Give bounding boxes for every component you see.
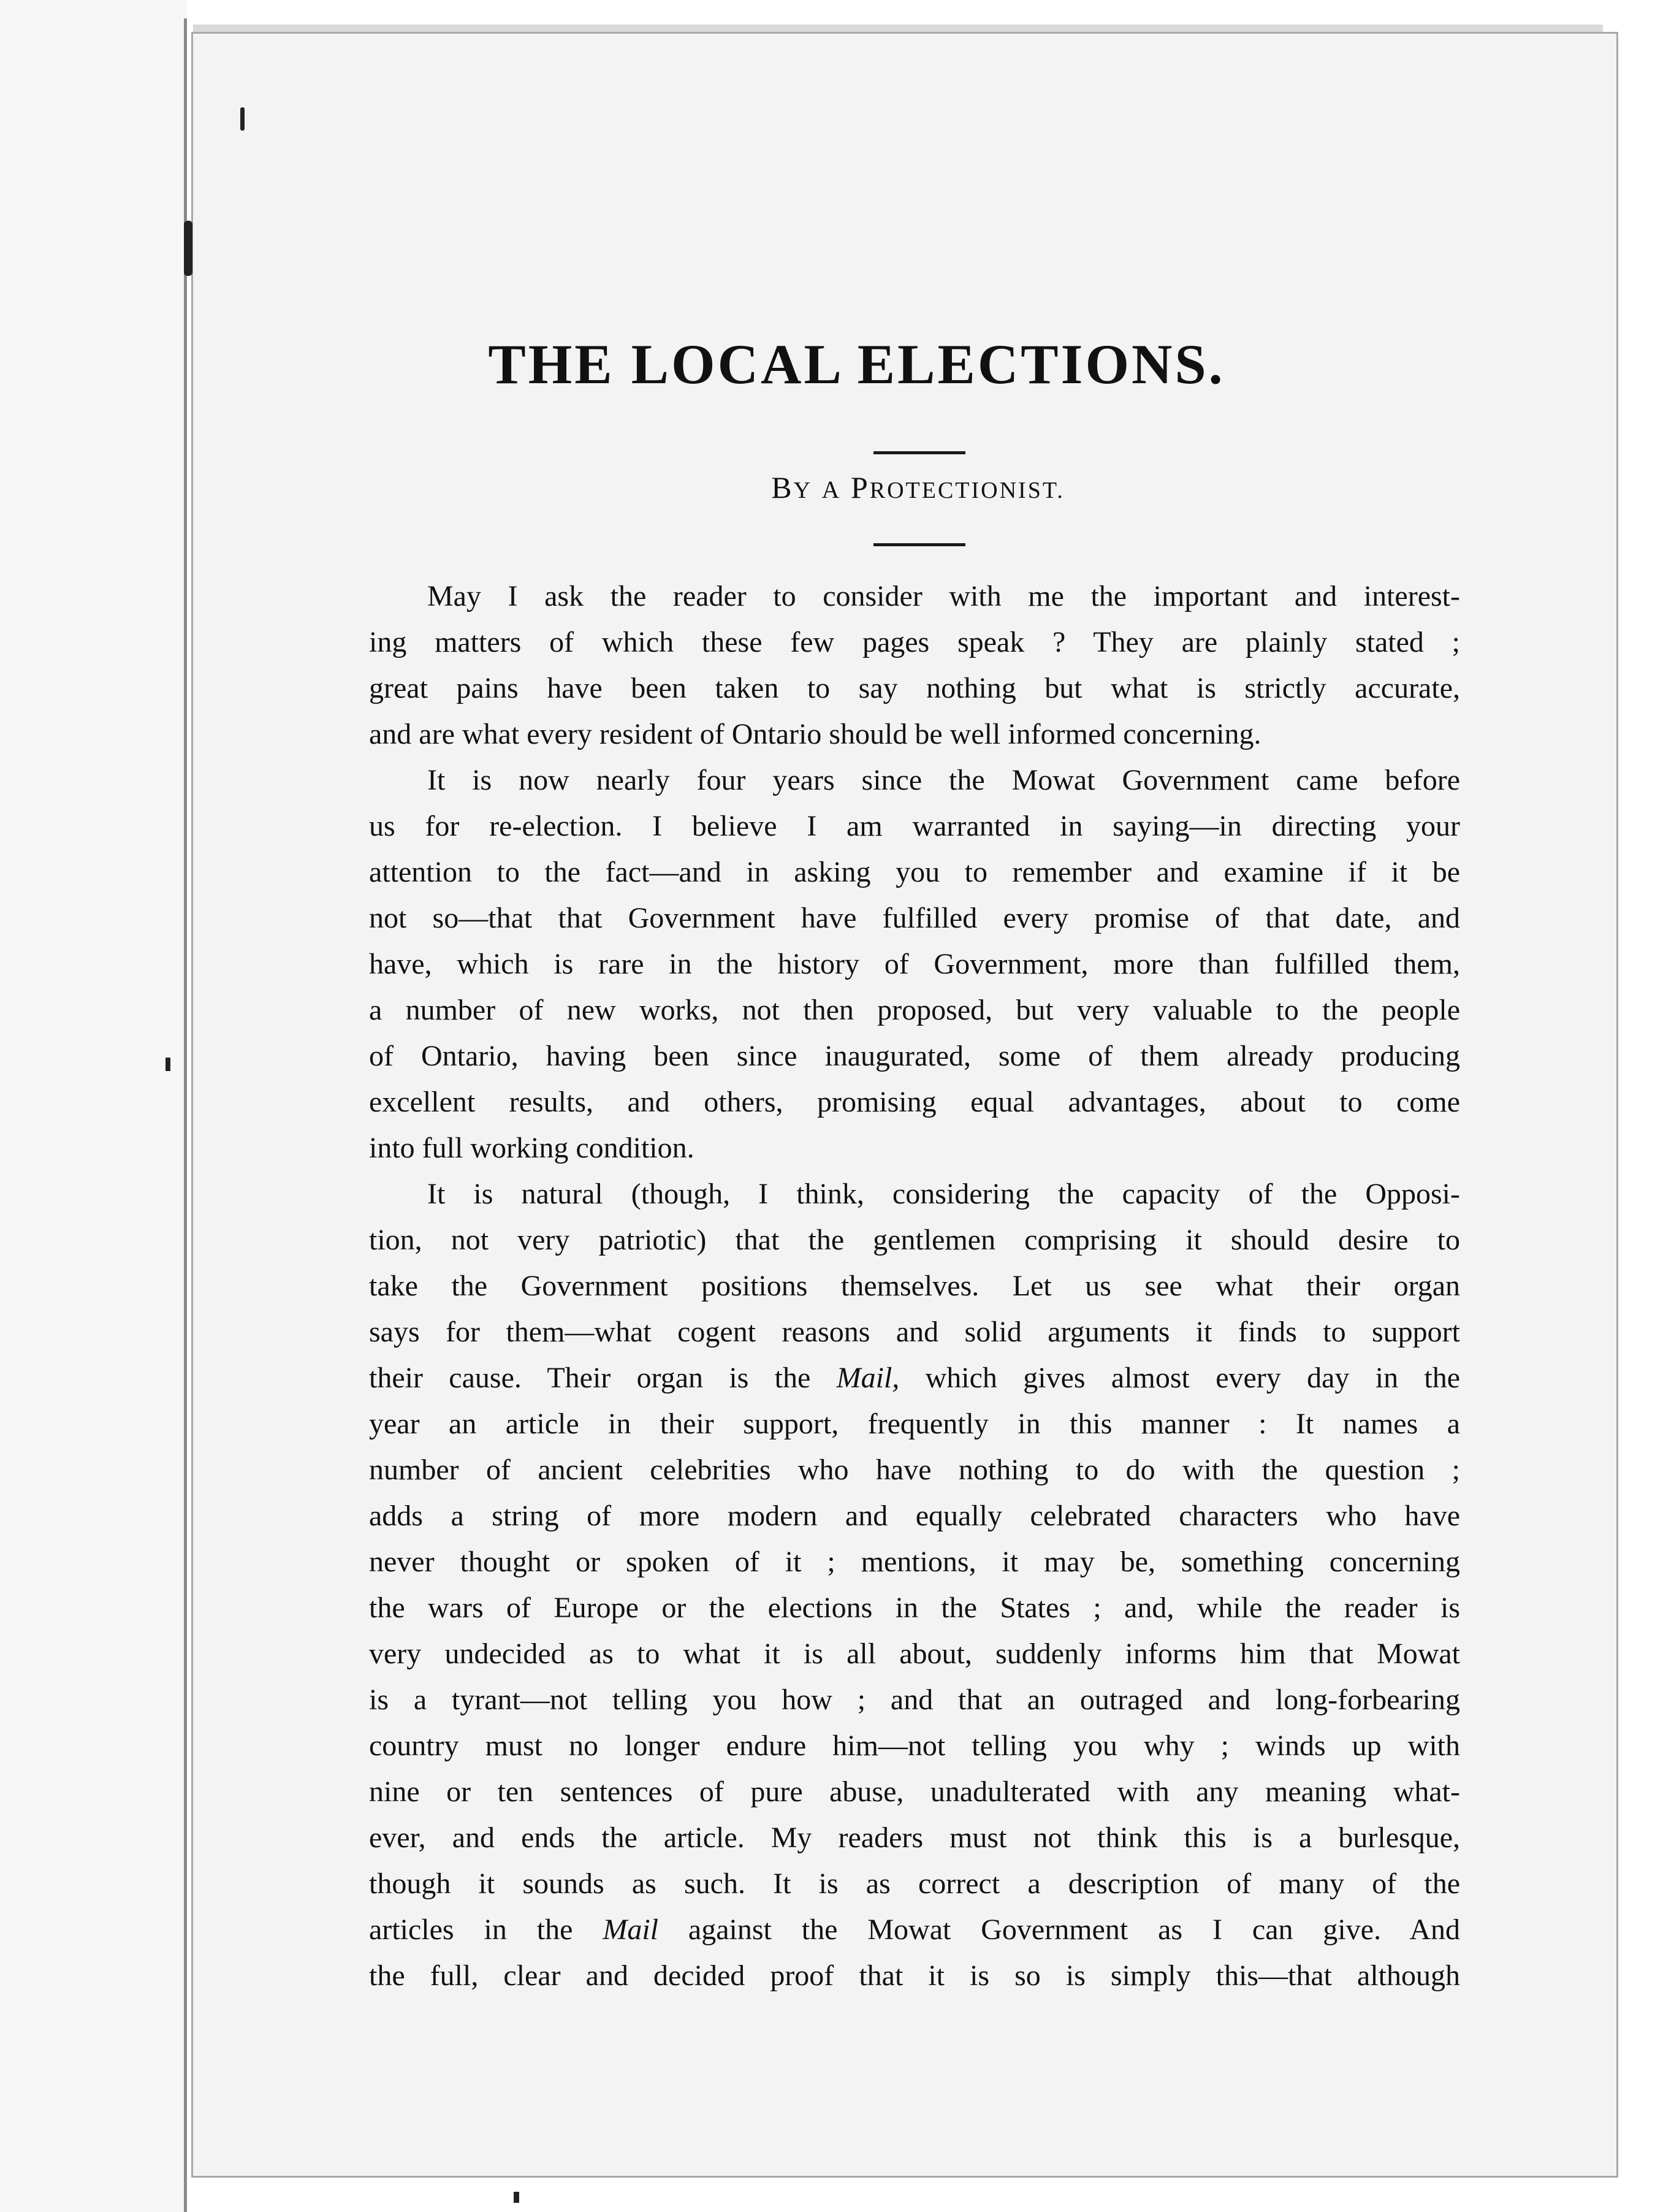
byline-author: PROTECTIONIST. — [850, 470, 1065, 505]
title-rule — [873, 451, 965, 454]
byline-by: BY — [771, 470, 813, 505]
text-line: never thought or spoken of it ; mentions, it may be, something concerning — [369, 1546, 1460, 1578]
text-line: ing matters of which these few pages speak ? They are plainly stated ; — [369, 626, 1460, 658]
byline-a: A — [821, 476, 842, 503]
text-line: though it sounds as such. It is as correct a description of many of the — [369, 1867, 1460, 1900]
text-segment: which gives almost every day in the — [925, 1362, 1461, 1394]
byline — [0, 472, 1655, 503]
text-line: number of ancient celebrities who have nothing to do with the question ; — [369, 1454, 1460, 1486]
text-line: ever, and ends the article. My readers must not think this is a burlesque, — [369, 1821, 1460, 1854]
text-line: into full working condition. — [369, 1132, 694, 1164]
text-line: country must no longer endure him—not telling you why ; winds up with — [369, 1730, 1460, 1762]
text-line: excellent results, and others, promising equal advantages, about to come — [369, 1086, 1460, 1118]
page-title: THE LOCAL ELECTIONS. — [488, 333, 1225, 395]
scan-artifact — [166, 1058, 170, 1071]
text-line: It is now nearly four years since the Mowat Government came before — [427, 764, 1460, 796]
scan-artifact — [240, 107, 245, 131]
text-line: nine or ten sentences of pure abuse, unadulterated with any meaning what- — [369, 1775, 1460, 1808]
text-line — [369, 1907, 1460, 1953]
text-line: tion, not very patriotic) that the gentlemen comprising it should desire to — [369, 1224, 1460, 1256]
text-line: very undecided as to what it is all about, suddenly informs him that Mowat — [369, 1638, 1460, 1670]
text-line: a number of new works, not then proposed, but very valuable to the people — [369, 994, 1460, 1026]
newspaper-name-italic: Mail, — [836, 1362, 900, 1394]
newspaper-name-italic: Mail — [603, 1913, 658, 1946]
text-line: the wars of Europe or the elections in the States ; and, while the reader is — [369, 1592, 1460, 1624]
text-line: of Ontario, having been since inaugurated, some of them already producing — [369, 1040, 1460, 1072]
text-line: the full, clear and decided proof that it is so is simply this—that although — [369, 1959, 1460, 1992]
text-line: and are what every resident of Ontario should be well informed concerning. — [369, 718, 1261, 750]
text-line: have, which is rare in the history of Government, more than fulfilled them, — [369, 948, 1460, 980]
text-line: us for re-election. I believe I am warranted in saying—in directing your — [369, 810, 1460, 842]
text-line: not so—that that Government have fulfilled every promise of that date, and — [369, 902, 1460, 934]
scan-artifact — [514, 2192, 519, 2203]
byline-rule — [873, 543, 965, 546]
text-line: year an article in their support, frequently in this manner : It names a — [369, 1408, 1460, 1440]
text-segment: their cause. Their organ is the — [369, 1362, 811, 1394]
text-line: great pains have been taken to say nothing but what is strictly accurate, — [369, 672, 1460, 704]
text-line: is a tyrant—not telling you how ; and that an outraged and long-forbearing — [369, 1684, 1460, 1716]
text-line: adds a string of more modern and equally celebrated characters who have — [369, 1500, 1460, 1532]
body-text — [369, 573, 1460, 1999]
text-line: take the Government positions themselves. Let us see what their organ — [369, 1270, 1460, 1302]
text-line: attention to the fact—and in asking you to remember and examine if it be — [369, 856, 1460, 888]
text-segment: against the Mowat Government as I can give. And — [688, 1913, 1461, 1946]
left-gutter — [0, 0, 187, 2212]
text-segment: articles in the — [369, 1913, 573, 1946]
text-line: May I ask the reader to consider with me the important and interest- — [427, 580, 1460, 612]
text-line: It is natural (though, I think, considering the capacity of the Opposi- — [427, 1178, 1460, 1210]
scan-artifact — [184, 221, 192, 276]
text-line: says for them—what cogent reasons and solid arguments it finds to support — [369, 1316, 1460, 1348]
text-line — [369, 1355, 1460, 1401]
